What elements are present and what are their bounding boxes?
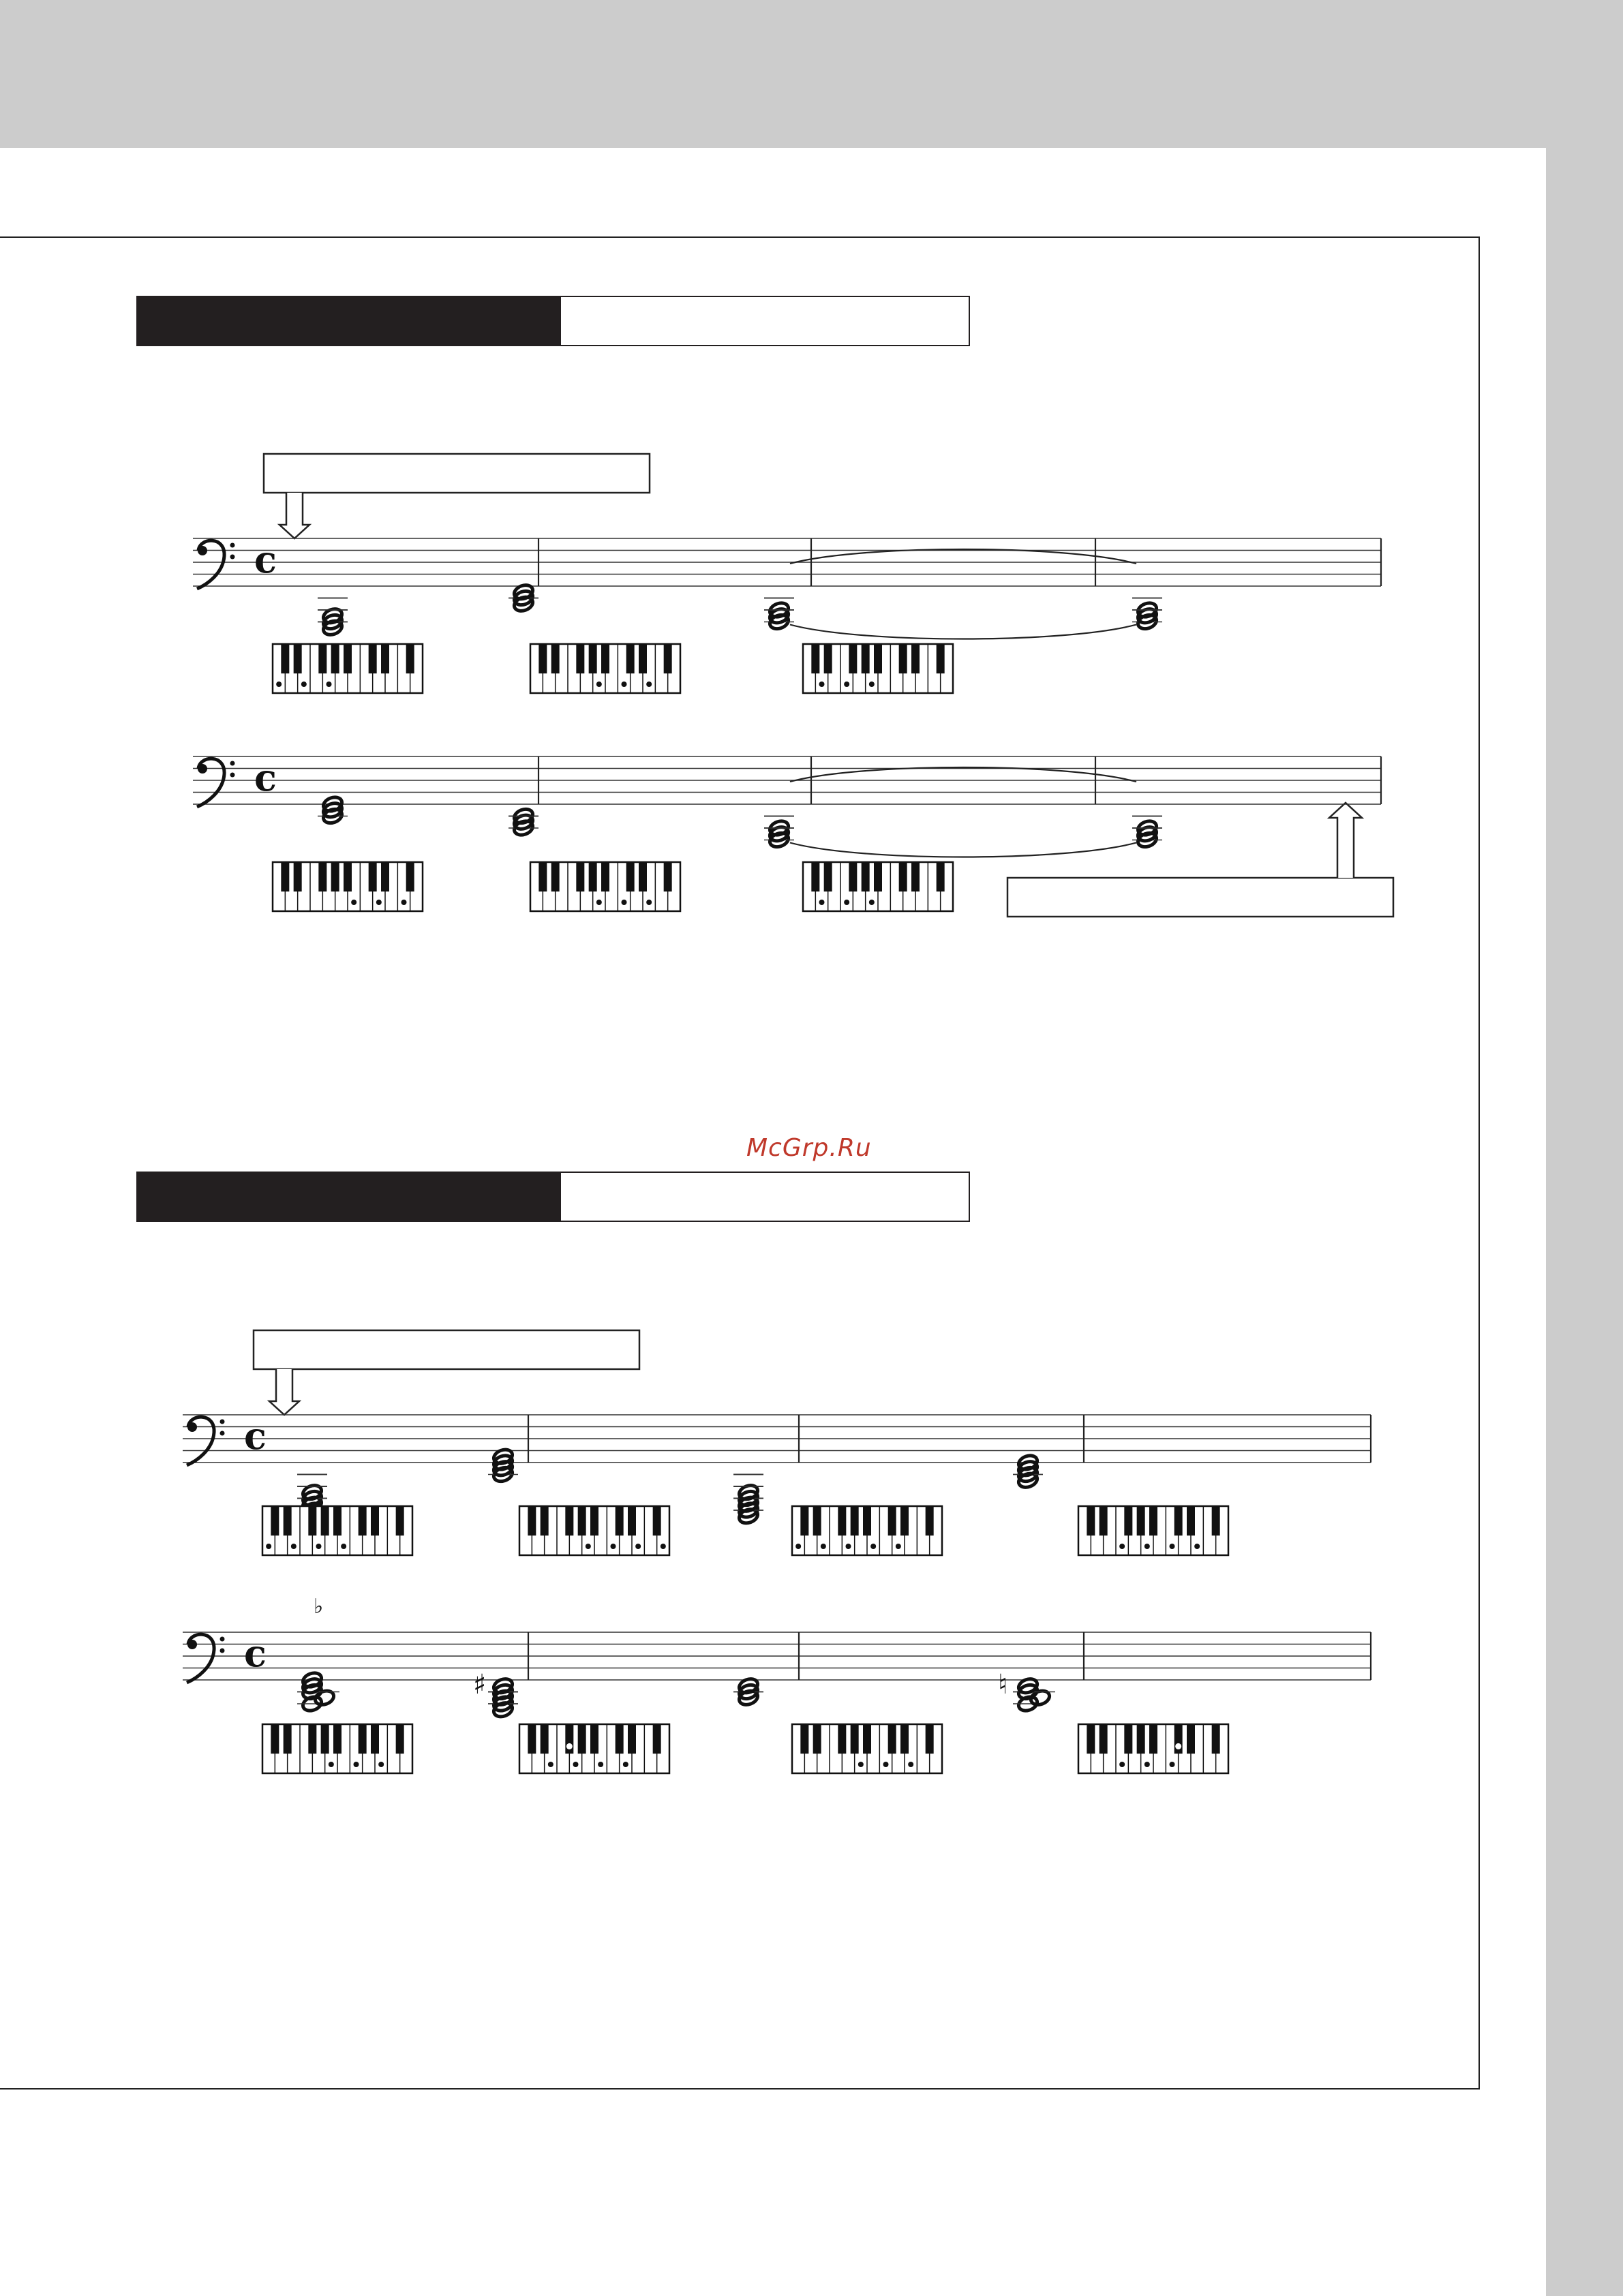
black-key xyxy=(308,1506,316,1535)
black-key xyxy=(874,862,882,891)
key-marker-dot xyxy=(1119,1544,1125,1549)
black-key xyxy=(321,1724,329,1754)
key-marker-dot xyxy=(1119,1762,1125,1767)
key-marker-dot xyxy=(598,1762,603,1767)
key-marker-dot xyxy=(327,682,332,687)
key-marker-dot xyxy=(596,682,602,687)
staff-2-2 xyxy=(183,1595,1371,1773)
black-key xyxy=(331,644,339,673)
black-key xyxy=(1212,1724,1220,1754)
keyboard-diagram xyxy=(792,1506,942,1555)
black-key xyxy=(863,1724,871,1754)
key-marker-dot xyxy=(661,1544,666,1549)
keyboard-diagram xyxy=(530,644,680,693)
black-key xyxy=(1149,1506,1157,1535)
black-key xyxy=(628,1724,636,1754)
black-key xyxy=(331,862,339,891)
black-key xyxy=(862,644,870,673)
key-marker-dot xyxy=(622,900,627,905)
black-key xyxy=(344,862,352,891)
black-key xyxy=(616,1724,624,1754)
black-key-marker-dot xyxy=(1175,1743,1181,1749)
black-key xyxy=(911,644,920,673)
black-key-marker-dot xyxy=(566,1743,573,1749)
black-key xyxy=(1212,1506,1220,1535)
key-marker-dot xyxy=(316,1544,322,1549)
black-key xyxy=(862,862,870,891)
key-marker-dot xyxy=(1144,1544,1150,1549)
key-marker-dot xyxy=(276,682,282,687)
black-key xyxy=(344,644,352,673)
black-key xyxy=(271,1724,279,1754)
black-key xyxy=(811,862,819,891)
black-key xyxy=(664,862,672,891)
accidental: ♯ xyxy=(473,1669,487,1700)
callout-box-2 xyxy=(1007,878,1393,917)
key-marker-dot xyxy=(1170,1544,1175,1549)
key-marker-dot xyxy=(844,900,849,905)
common-time-symbol: c xyxy=(254,756,277,799)
key-marker-dot xyxy=(858,1762,864,1767)
key-marker-dot xyxy=(846,1544,851,1549)
key-marker-dot xyxy=(883,1762,889,1767)
chord-3 xyxy=(733,1677,763,1707)
black-key xyxy=(539,644,547,673)
black-key xyxy=(639,644,647,673)
black-key xyxy=(371,1506,379,1535)
black-key xyxy=(528,1506,536,1535)
black-key xyxy=(294,644,302,673)
chord-2 xyxy=(473,1669,518,1719)
key-marker-dot xyxy=(869,682,875,687)
staves xyxy=(183,538,1381,1773)
black-key xyxy=(271,1506,279,1535)
black-key xyxy=(578,1506,586,1535)
black-key xyxy=(1149,1724,1157,1754)
black-key xyxy=(1099,1506,1108,1535)
callouts xyxy=(254,454,1393,1415)
key-marker-dot xyxy=(401,900,407,905)
keyboard-diagram xyxy=(803,644,953,693)
callout-arrow-down-1 xyxy=(279,493,309,538)
bass-clef-icon xyxy=(197,540,235,589)
key-marker-dot xyxy=(896,1544,901,1549)
chord-2 xyxy=(488,1448,518,1484)
chord-1 xyxy=(318,598,348,637)
callout-arrow-down-3 xyxy=(269,1369,299,1415)
black-key xyxy=(800,1506,808,1535)
key-marker-dot xyxy=(819,900,825,905)
black-key xyxy=(664,644,672,673)
black-key xyxy=(381,644,389,673)
black-key xyxy=(926,1506,934,1535)
key-marker-dot xyxy=(623,1762,628,1767)
black-key xyxy=(576,644,584,673)
black-key xyxy=(813,1506,821,1535)
key-marker-dot xyxy=(354,1762,359,1767)
black-key xyxy=(1124,1724,1132,1754)
accidental-above: ♭ xyxy=(314,1595,324,1619)
chord-4 xyxy=(998,1669,1055,1713)
black-key xyxy=(541,1724,549,1754)
key-marker-dot xyxy=(869,900,875,905)
key-marker-dot xyxy=(1194,1544,1200,1549)
staff-1-1 xyxy=(193,538,1381,693)
chord-2 xyxy=(509,583,539,613)
black-key xyxy=(406,862,414,891)
common-time-symbol: c xyxy=(254,538,277,581)
black-key xyxy=(308,1724,316,1754)
chord-2 xyxy=(509,807,539,838)
tie-arc xyxy=(790,767,1136,782)
black-key xyxy=(294,862,302,891)
black-key xyxy=(900,1724,909,1754)
chord-4 xyxy=(1132,598,1162,632)
black-key xyxy=(601,862,609,891)
black-key xyxy=(589,644,597,673)
black-key xyxy=(359,1506,367,1535)
keyboard-diagram xyxy=(273,644,423,693)
black-key xyxy=(281,644,289,673)
black-key xyxy=(333,1724,342,1754)
chord-1 xyxy=(297,1595,339,1713)
black-key xyxy=(1187,1724,1195,1754)
black-key xyxy=(396,1724,404,1754)
keyboard-diagram xyxy=(519,1724,669,1773)
key-marker-dot xyxy=(301,682,307,687)
black-key xyxy=(321,1506,329,1535)
black-key xyxy=(1174,1506,1183,1535)
black-key xyxy=(900,1506,909,1535)
black-key xyxy=(639,862,647,891)
chord-4 xyxy=(1013,1453,1043,1490)
keyboard-diagram xyxy=(262,1724,412,1773)
chord-3 xyxy=(733,1475,763,1526)
keyboard-diagram xyxy=(803,862,953,911)
black-key xyxy=(1124,1506,1132,1535)
black-key xyxy=(281,862,289,891)
black-key xyxy=(811,644,819,673)
keyboard-diagram xyxy=(262,1506,412,1555)
black-key xyxy=(589,862,597,891)
keyboard-diagram xyxy=(1078,1724,1228,1773)
black-key xyxy=(838,1506,846,1535)
black-key xyxy=(824,644,832,673)
black-key xyxy=(381,862,389,891)
bass-clef-icon xyxy=(187,1417,225,1465)
key-marker-dot xyxy=(378,1762,384,1767)
black-key xyxy=(371,1724,379,1754)
black-key xyxy=(874,644,882,673)
black-key xyxy=(1137,1506,1145,1535)
key-marker-dot xyxy=(819,682,825,687)
black-key xyxy=(551,862,560,891)
black-key xyxy=(551,644,560,673)
keyboard-diagram xyxy=(273,862,423,911)
bass-clef-icon xyxy=(187,1634,225,1683)
black-key xyxy=(590,1506,598,1535)
key-marker-dot xyxy=(646,682,652,687)
black-key xyxy=(359,1724,367,1754)
black-key xyxy=(628,1506,636,1535)
black-key xyxy=(318,644,327,673)
black-key xyxy=(396,1506,404,1535)
key-marker-dot xyxy=(376,900,382,905)
black-key xyxy=(576,862,584,891)
chord-4 xyxy=(1132,816,1162,850)
key-marker-dot xyxy=(635,1544,641,1549)
key-marker-dot xyxy=(821,1544,826,1549)
key-marker-dot xyxy=(1144,1762,1150,1767)
black-key xyxy=(849,862,857,891)
key-marker-dot xyxy=(795,1544,801,1549)
black-key xyxy=(565,1506,573,1535)
callout-arrow-up-2 xyxy=(1329,803,1362,878)
key-marker-dot xyxy=(844,682,849,687)
black-key xyxy=(800,1724,808,1754)
accidental: ♮ xyxy=(998,1669,1008,1700)
common-time-symbol: c xyxy=(244,1632,267,1675)
black-key xyxy=(1137,1724,1145,1754)
key-marker-dot xyxy=(573,1762,579,1767)
black-key xyxy=(851,1724,859,1754)
key-marker-dot xyxy=(596,900,602,905)
black-key xyxy=(1087,1506,1095,1535)
black-key xyxy=(937,644,945,673)
keyboard-diagram xyxy=(519,1506,669,1555)
black-key xyxy=(284,1724,292,1754)
watermark: McGrp.Ru xyxy=(746,1134,872,1162)
black-key xyxy=(626,862,635,891)
black-key xyxy=(626,644,635,673)
key-marker-dot xyxy=(870,1544,876,1549)
black-key xyxy=(284,1506,292,1535)
black-key xyxy=(653,1724,661,1754)
black-key xyxy=(899,862,907,891)
callout-box-3 xyxy=(254,1330,639,1369)
black-key xyxy=(926,1724,934,1754)
black-key xyxy=(601,644,609,673)
black-key xyxy=(888,1506,896,1535)
black-key xyxy=(838,1724,846,1754)
black-key xyxy=(578,1724,586,1754)
black-key xyxy=(937,862,945,891)
keyboard-diagram xyxy=(530,862,680,911)
tie-arc xyxy=(790,549,1136,564)
staff-2-1 xyxy=(183,1414,1371,1555)
black-key xyxy=(369,862,377,891)
key-marker-dot xyxy=(291,1544,297,1549)
key-marker-dot xyxy=(908,1762,913,1767)
black-key xyxy=(911,862,920,891)
key-marker-dot xyxy=(622,682,627,687)
black-key xyxy=(888,1724,896,1754)
black-key xyxy=(541,1506,549,1535)
black-key xyxy=(318,862,327,891)
key-marker-dot xyxy=(341,1544,346,1549)
key-marker-dot xyxy=(1170,1762,1175,1767)
black-key xyxy=(653,1506,661,1535)
black-key xyxy=(1087,1724,1095,1754)
black-key xyxy=(813,1724,821,1754)
black-key xyxy=(333,1506,342,1535)
black-key xyxy=(369,644,377,673)
black-key xyxy=(863,1506,871,1535)
chord-1 xyxy=(318,795,348,825)
tie-arc xyxy=(790,625,1136,639)
black-key xyxy=(406,644,414,673)
key-marker-dot xyxy=(646,900,652,905)
callout-box-1 xyxy=(264,454,650,493)
black-key xyxy=(1187,1506,1195,1535)
tie-arc xyxy=(790,843,1136,857)
key-marker-dot xyxy=(611,1544,616,1549)
black-key xyxy=(824,862,832,891)
key-marker-dot xyxy=(351,900,357,905)
black-key xyxy=(539,862,547,891)
black-key xyxy=(899,644,907,673)
bass-clef-icon xyxy=(197,759,235,807)
black-key xyxy=(1099,1724,1108,1754)
black-key xyxy=(851,1506,859,1535)
common-time-symbol: c xyxy=(244,1414,267,1458)
black-key xyxy=(616,1506,624,1535)
black-key xyxy=(590,1724,598,1754)
key-marker-dot xyxy=(266,1544,271,1549)
key-marker-dot xyxy=(586,1544,591,1549)
black-key xyxy=(528,1724,536,1754)
keyboard-diagram xyxy=(1078,1506,1228,1555)
black-key xyxy=(849,644,857,673)
key-marker-dot xyxy=(548,1762,553,1767)
keyboard-diagram xyxy=(792,1724,942,1773)
key-marker-dot xyxy=(329,1762,334,1767)
